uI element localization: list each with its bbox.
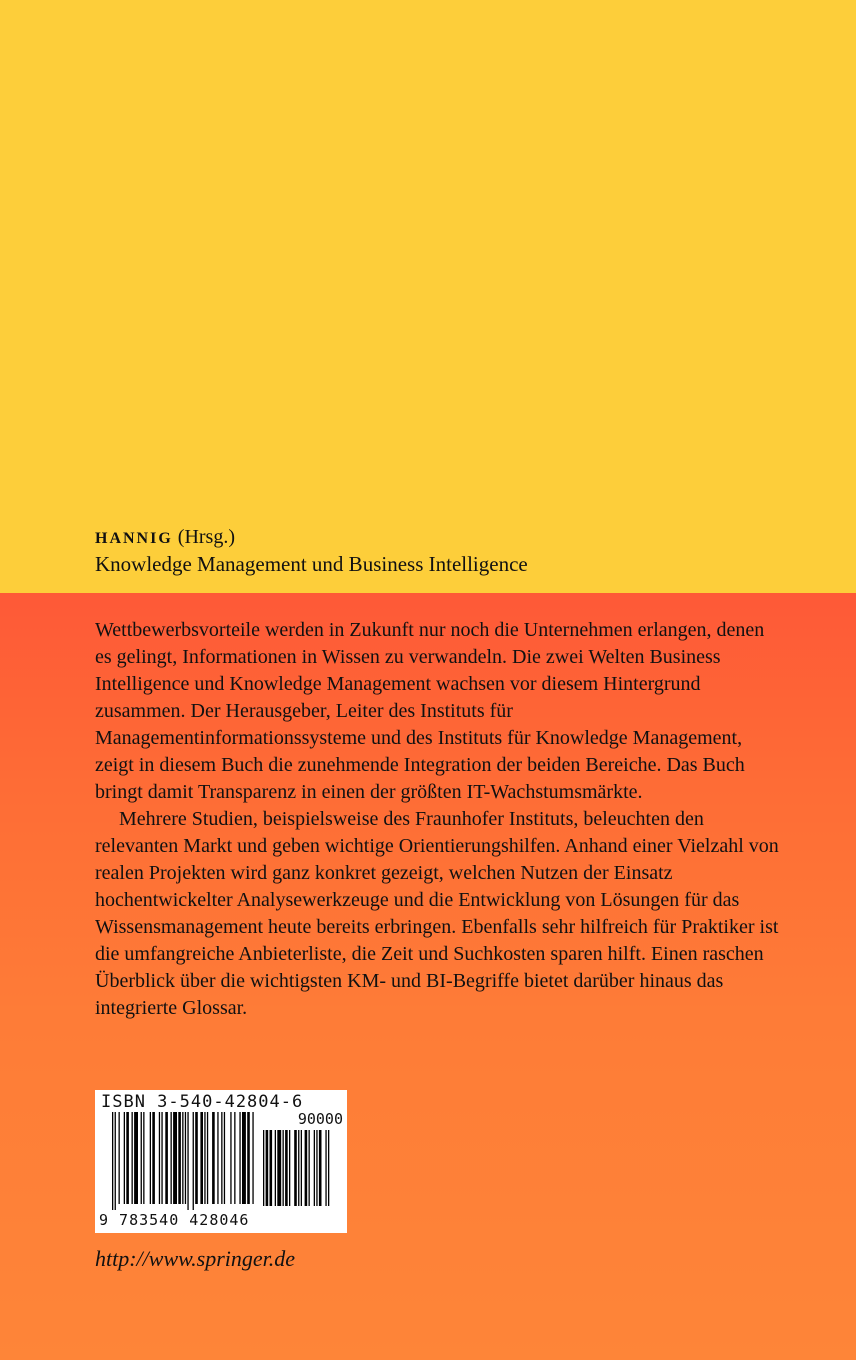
barcode-bar [221, 1112, 222, 1204]
barcode-bar [275, 1130, 276, 1206]
cover-top-panel [0, 0, 856, 593]
barcode-bar [305, 1130, 308, 1206]
barcode-bar [112, 1112, 113, 1210]
barcode-bar [266, 1130, 269, 1206]
barcode-bar [285, 1130, 288, 1206]
barcode-bar [182, 1112, 183, 1204]
author-role: (Hrsg.) [172, 526, 235, 548]
barcode-bar [277, 1130, 281, 1206]
barcode-bar [187, 1112, 188, 1210]
price-code: 90000 [297, 1110, 343, 1128]
barcode-bar [178, 1112, 181, 1204]
barcode-bar [126, 1112, 129, 1204]
barcode-bar [207, 1112, 208, 1204]
barcode-bar [132, 1112, 133, 1204]
barcode-bar [247, 1112, 250, 1204]
author-line [95, 524, 235, 552]
barcode-bar [309, 1130, 310, 1206]
addon-barcode-bars [263, 1130, 339, 1212]
ean-barcode-bars [112, 1112, 254, 1212]
barcode-bar [328, 1130, 329, 1206]
blurb-text [95, 617, 785, 1022]
publisher-url: http://www.springer.de [95, 1246, 296, 1271]
barcode-bar [289, 1130, 290, 1206]
barcode-bar [134, 1112, 138, 1204]
barcode-bar [143, 1112, 144, 1204]
barcode-bar [298, 1130, 299, 1206]
barcode-bar [316, 1130, 317, 1206]
isbn-barcode [95, 1090, 347, 1233]
barcode-bar [185, 1112, 186, 1204]
barcode-bar [242, 1112, 246, 1204]
barcode-bar [314, 1130, 315, 1206]
barcode-bar [115, 1112, 116, 1210]
author-name: HANNIG [95, 530, 173, 547]
barcode-bar [294, 1130, 297, 1206]
barcode-bar [217, 1112, 218, 1204]
barcode-bar [193, 1112, 194, 1210]
barcode-bar [301, 1130, 302, 1206]
barcode-bar [159, 1112, 160, 1204]
barcode-bar [319, 1130, 322, 1206]
barcode-bar [263, 1130, 264, 1206]
barcode-bar [325, 1130, 326, 1206]
barcode-bar [119, 1112, 120, 1204]
barcode-bar [204, 1112, 205, 1204]
barcode-bar [161, 1112, 162, 1204]
barcode-bar [124, 1112, 125, 1204]
barcode-bar [171, 1112, 172, 1204]
barcode-bar [195, 1112, 198, 1204]
barcode-bar [212, 1112, 215, 1204]
barcode-bar [152, 1112, 155, 1204]
barcode-bar [270, 1130, 273, 1206]
barcode-bar [230, 1112, 231, 1204]
barcode-bar [239, 1112, 240, 1204]
isbn-number: ISBN 3-540-42804-6 [101, 1092, 304, 1112]
book-title: Knowledge Management und Business Intelligence [95, 552, 528, 576]
barcode-bar [224, 1112, 225, 1204]
ean-digits: 9 783540 428046 [99, 1211, 250, 1229]
barcode-bar [252, 1112, 253, 1204]
barcode-bar [200, 1112, 203, 1204]
barcode-bar [173, 1112, 177, 1204]
barcode-bar [283, 1130, 284, 1206]
blurb-paragraph: Wettbewerbsvorteile werden in Zukunft nur noch die Unternehmen erlangen, denen es gelingt, Informationen in Wissen zu verwandeln. Die zwei Welten Business Intelligence und Knowledge Management wachsen vor diesem Hintergrund zusammen. Der Herausgeber, Leiter des Instituts für Managementinformationssysteme und des Instituts für Knowledge Management, zeigt in diesem Buch die zunehmende Integration der beiden Bereiche. Das Buch bringt damit Transparenz in einen der größten IT-Wachstumsmärkte. [95, 619, 765, 803]
blurb-paragraph: Mehrere Studien, beispielsweise des Fraunhofer Instituts, beleuchten den relevanten Markt und geben wichtige Orientierungshilfen. Anhand einer Vielzahl von realen Projekten wird ganz konkret gezeigt, welchen Nutzen der Einsatz hochentwickelter Analysewerkzeuge und die Entwicklung von Lösungen für das Wissensmanagement heute bereits erbringen. Ebenfalls sehr hilfreich für Praktiker ist die umfangreiche Anbieterliste, die Zeit und Suchkosten sparen hilft. Einen raschen Überblick über die wichtigsten KM- und BI-Begriffe bietet darüber hinaus das integrierte Glossar. [95, 808, 779, 1019]
barcode-bar [150, 1112, 151, 1204]
barcode-bar [165, 1112, 168, 1204]
barcode-bar [234, 1112, 235, 1204]
barcode-bar [141, 1112, 142, 1204]
